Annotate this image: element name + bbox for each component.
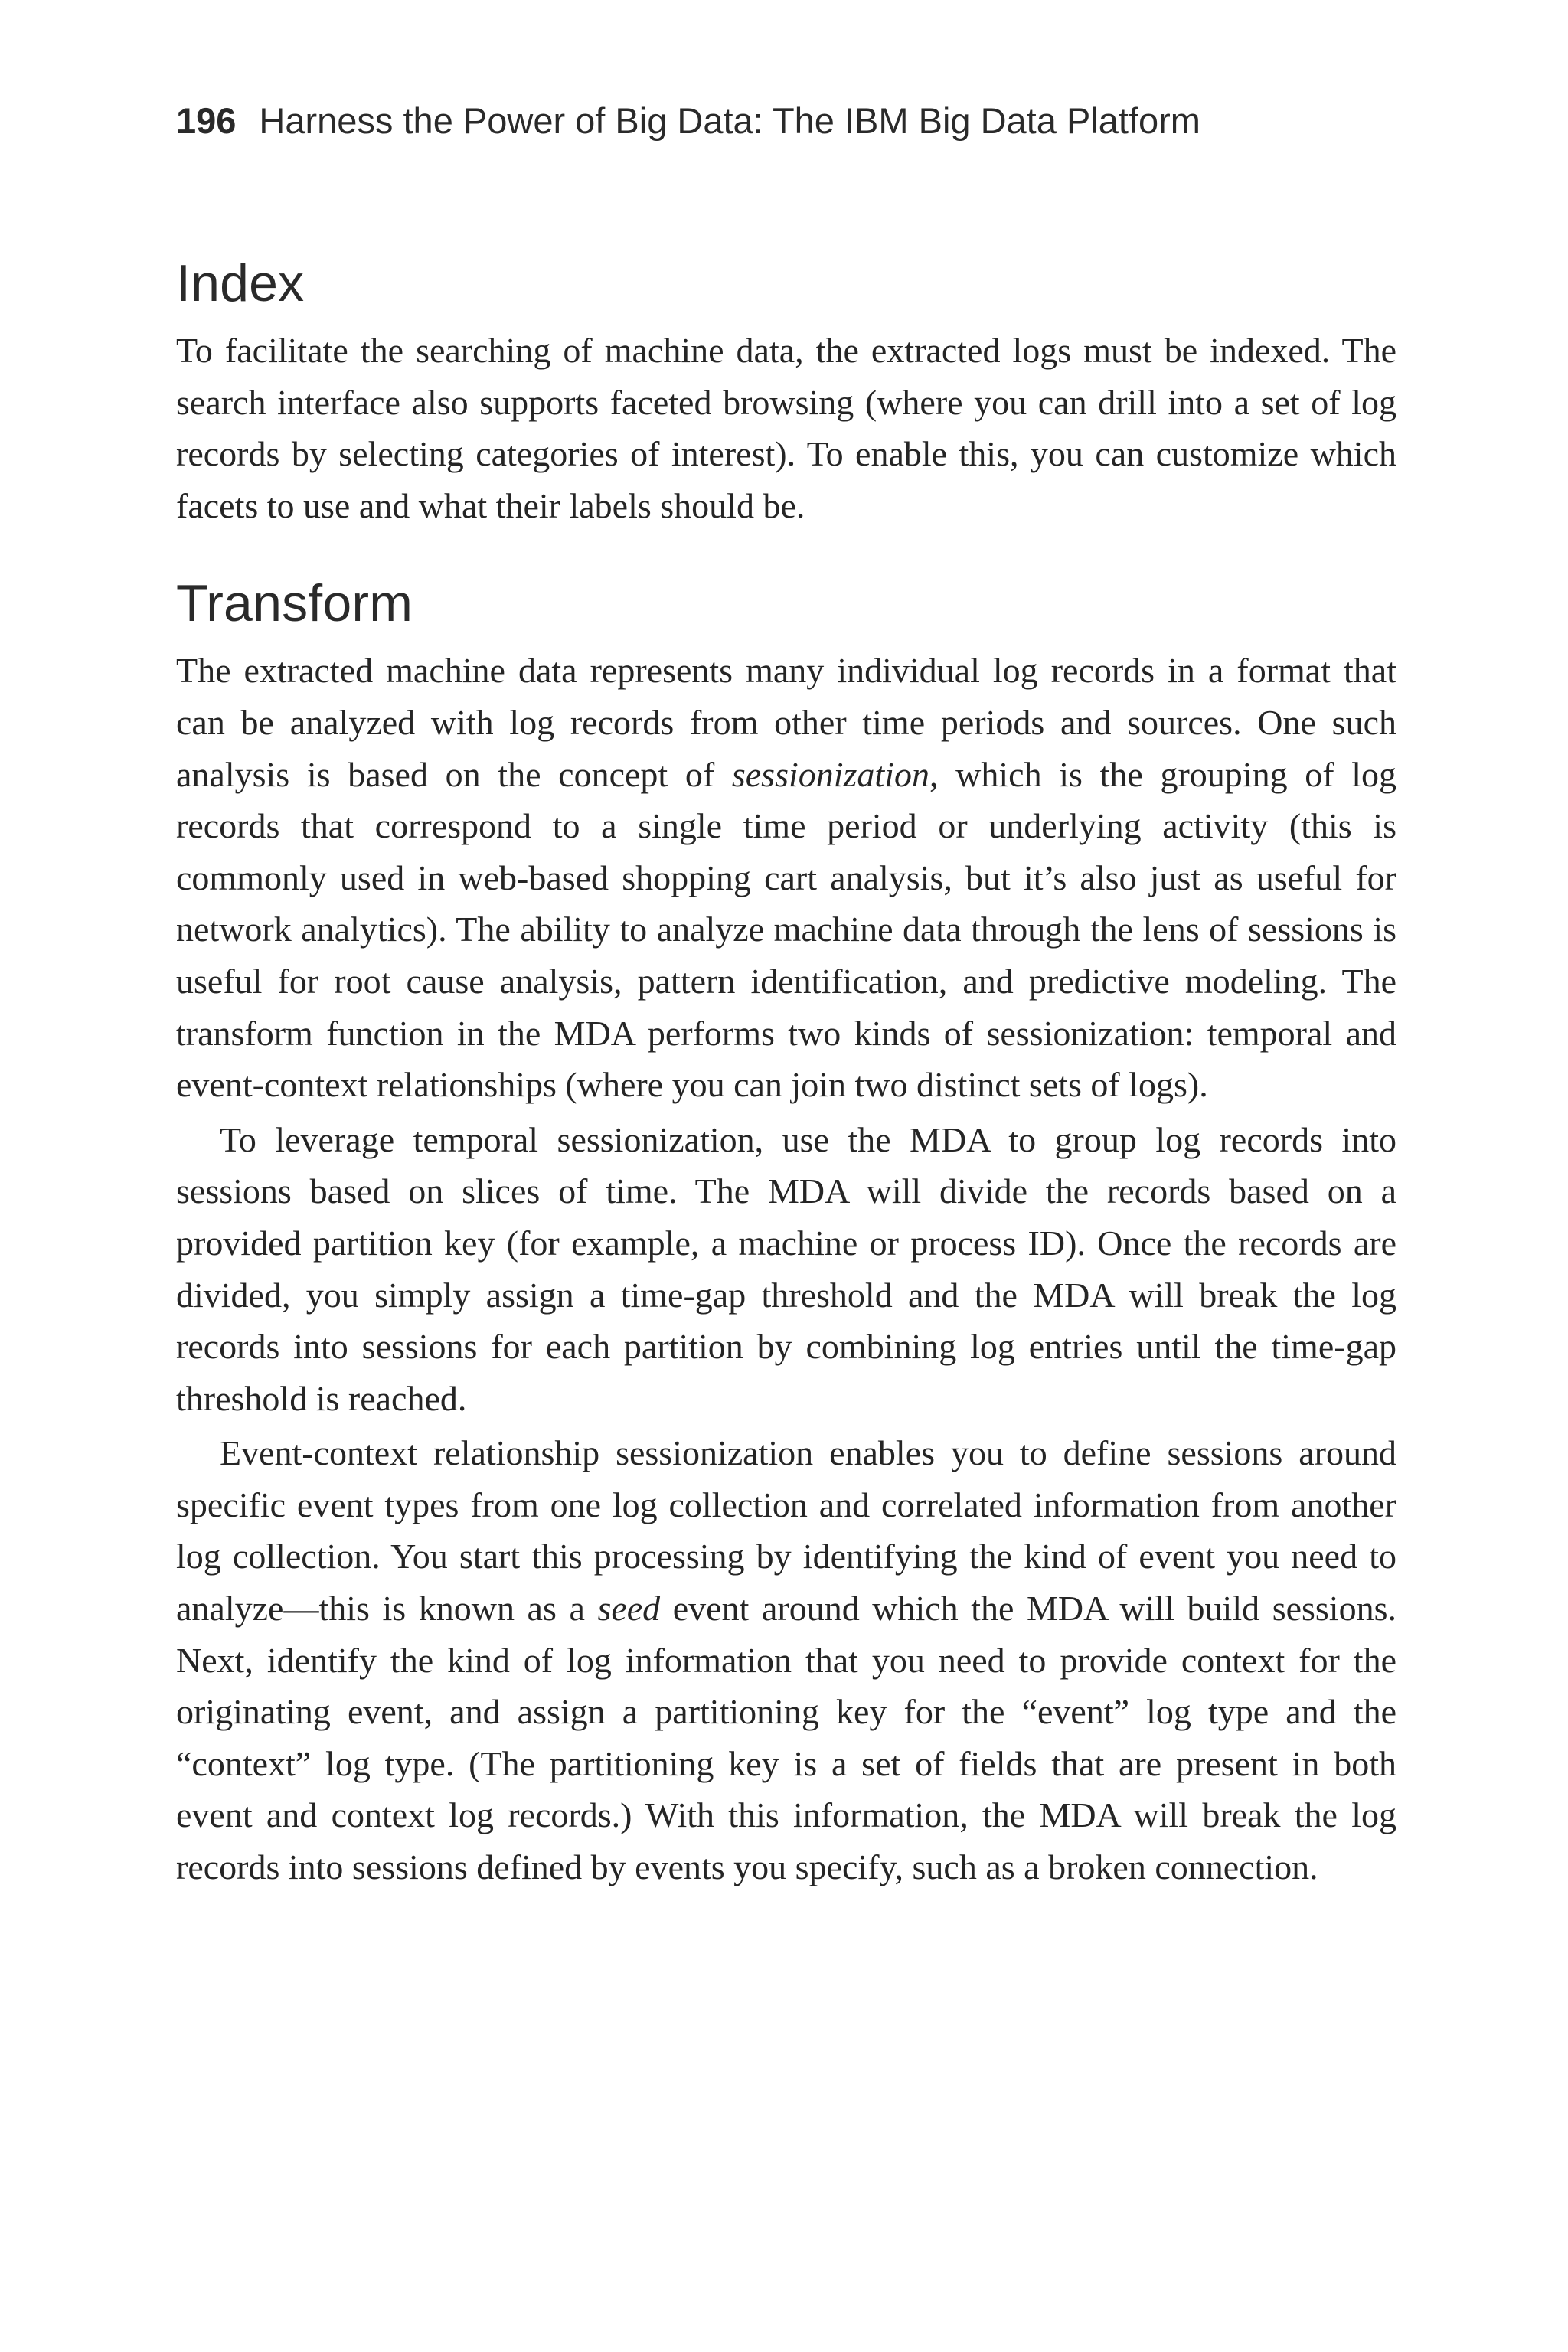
transform-paragraph-event-context	[176, 1427, 1396, 1893]
section-heading-index: Index	[176, 254, 305, 312]
paragraph-text: Event-context relationship sessionization enables you to define sessions around specific event types from one log collection and correlated information from another log collection. You start this processing by identifying the kind of event you need to analyze—this is known as a	[176, 1433, 1396, 1628]
paragraph-text: , which is the grouping of log records that correspond to a single time period or underlying activity (this is commonly used in web-based shopping cart analysis, but it’s also just as useful for network analytics). The ability to analyze machine data through the lens of sessions is useful for root cause analysis, pattern identification, and predictive modeling. The transform function in the MDA performs two kinds of sessionization: temporal and event-context relationships (where you can join two distinct sets of logs).	[176, 754, 1396, 1105]
paragraph-text: event around which the MDA will build sessions. Next, identify the kind of log information that you need to provide context for the originating event, and assign a partitioning key for the “event” log type and the “context” log type. (The partitioning key is a set of fields that are present in both event and context log records.) With this information, the MDA will break the log records into sessions defined by events you specify, such as a broken connection.	[176, 1589, 1396, 1887]
italic-term-sessionization: sessionization	[731, 754, 929, 794]
running-head	[176, 98, 1401, 144]
italic-term-seed: seed	[597, 1589, 661, 1628]
section-index	[176, 247, 1396, 531]
transform-paragraph-sessionization	[176, 645, 1396, 1110]
index-paragraph: To facilitate the searching of machine data, the extracted logs must be indexed. The search interface also supports faceted browsing (where you can drill into a set of log records by selecting categories of interest). To enable this, you can customize which facets to use and what their labels should be.	[176, 331, 1396, 525]
running-title: Harness the Power of Big Data: The IBM Big Data Platform	[259, 100, 1200, 141]
paragraph-text: The extracted machine data represents many individual log records in a format that can be analyzed with log records from other time periods and sources. One such analysis is based on the concept of	[176, 651, 1396, 794]
section-transform	[176, 567, 1396, 1893]
section-heading-transform: Transform	[176, 574, 413, 633]
page-content	[176, 247, 1396, 1893]
transform-paragraph-temporal: To leverage temporal sessionization, use the MDA to group log records into sessions based on slices of time. The MDA will divide the records based on a provided partition key (for example, a machine or process ID). Once the records are divided, you simply assign a time-gap threshold and the MDA will break the log records into sessions for each partition by combining log entries until the time-gap threshold is reached.	[176, 1119, 1396, 1418]
page-number: 196	[176, 100, 237, 141]
